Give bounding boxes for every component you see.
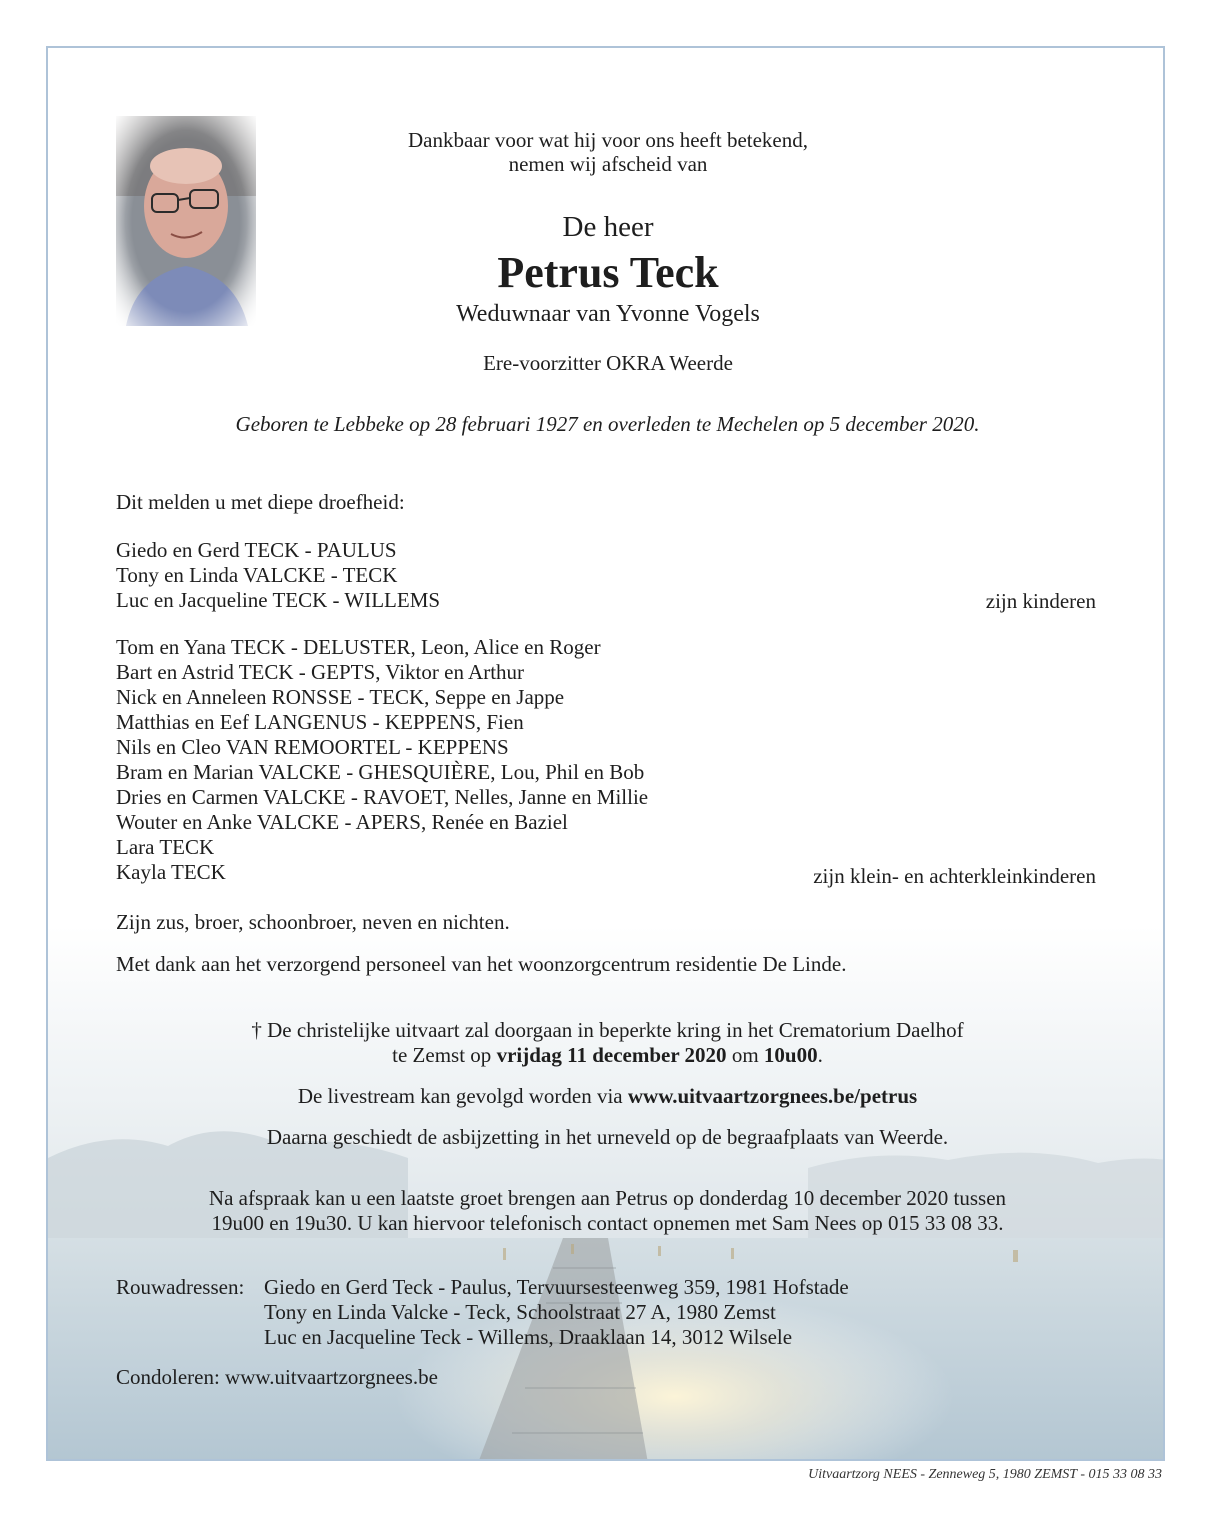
family-line: Zijn zus, broer, schoonbroer, neven en nichten. — [116, 910, 510, 934]
livestream-line: De livestream kan gevolgd worden via www.uitvaartzorgnees.be/petrus — [297, 1084, 918, 1108]
list-item: Tony en Linda Valcke - Teck, Schoolstraat 27 A, 1980 Zemst — [264, 1300, 776, 1324]
ceremony-text: De christelijke uitvaart zal doorgaan in beperkte kring in het Crematorium Daelhof — [267, 1018, 964, 1042]
addresses-list — [264, 1275, 849, 1350]
children-list — [116, 538, 440, 613]
birth-death-line: Geboren te Lebbeke op 28 februari 1927 en overleden te Mechelen op 5 december 2020. — [235, 412, 980, 436]
list-item: Nils en Cleo VAN REMOORTEL - KEPPENS — [116, 735, 509, 759]
deceased-name: Petrus Teck — [497, 248, 719, 297]
ceremony-line-2: te Zemst op vrijdag 11 december 2020 om 10u00. — [392, 1043, 823, 1067]
list-item: Giedo en Gerd TECK - PAULUS — [116, 538, 397, 562]
ceremony-line-1 — [48, 1018, 1165, 1043]
list-item: Tom en Yana TECK - DELUSTER, Leon, Alice en Roger — [116, 635, 601, 659]
list-item: Lara TECK — [116, 835, 215, 859]
list-item: Giedo en Gerd Teck - Paulus, Tervuursesteenweg 359, 1981 Hofstade — [264, 1275, 849, 1299]
list-item: Luc en Jacqueline TECK - WILLEMS — [116, 588, 441, 612]
list-item: Matthias en Eef LANGENUS - KEPPENS, Fien — [116, 710, 524, 734]
livestream-link[interactable]: www.uitvaartzorgnees.be/petrus — [627, 1084, 918, 1108]
grandchildren-list — [116, 635, 648, 885]
list-item: Tony en Linda VALCKE - TECK — [116, 563, 398, 587]
condolences-line: Condoleren: www.uitvaartzorgnees.be — [116, 1365, 438, 1389]
widower-line: Weduwnaar van Yvonne Vogels — [456, 301, 760, 327]
children-label: zijn kinderen — [985, 589, 1096, 613]
list-item: Bram en Marian VALCKE - GHESQUIÈRE, Lou, Phil en Bob — [116, 760, 645, 784]
intro-line-1: Dankbaar voor wat hij voor ons heeft betekend, — [407, 128, 809, 152]
visit-line-2: 19u00 en 19u30. U kan hiervoor telefonisch contact opnemen met Sam Nees op 015 33 08 33. — [211, 1211, 1004, 1235]
announcement-line: Dit melden u met diepe droefheid: — [116, 490, 405, 514]
portrait-photo — [116, 116, 256, 326]
list-item: Bart en Astrid TECK - GEPTS, Viktor en Arthur — [116, 660, 525, 684]
grandchildren-label: zijn klein- en achterkleinkinderen — [813, 864, 1096, 888]
visit-line-1: Na afspraak kan u een laatste groet brengen aan Petrus op donderdag 10 december 2020 tussen — [208, 1186, 1007, 1210]
list-item: Wouter en Anke VALCKE - APERS, Renée en Baziel — [116, 810, 568, 834]
footer-funeral-home: Uitvaartzorg NEES - Zenneweg 5, 1980 ZEMST - 015 33 08 33 — [808, 1467, 1162, 1482]
thanks-line: Met dank aan het verzorgend personeel van het woonzorgcentrum residentie De Linde. — [116, 952, 847, 976]
addresses-label: Rouwadressen: — [116, 1275, 245, 1299]
role-line: Ere-voorzitter OKRA Weerde — [483, 351, 733, 375]
ceremony-time: 10u00 — [763, 1043, 818, 1067]
cross-icon: † — [251, 1018, 262, 1042]
list-item: Kayla TECK — [116, 860, 226, 884]
intro-line-2: nemen wij afscheid van — [508, 152, 708, 176]
list-item: Luc en Jacqueline Teck - Willems, Draaklaan 14, 3012 Wilsele — [264, 1325, 793, 1349]
obituary-card — [46, 46, 1165, 1461]
list-item: Dries en Carmen VALCKE - RAVOET, Nelles, Janne en Millie — [116, 785, 649, 809]
burial-line: Daarna geschiedt de asbijzetting in het urneveld op de begraafplaats van Weerde. — [266, 1125, 949, 1149]
honorific: De heer — [562, 211, 654, 243]
ceremony-date: vrijdag 11 december 2020 — [496, 1043, 727, 1067]
list-item: Nick en Anneleen RONSSE - TECK, Seppe en Jappe — [116, 685, 565, 709]
